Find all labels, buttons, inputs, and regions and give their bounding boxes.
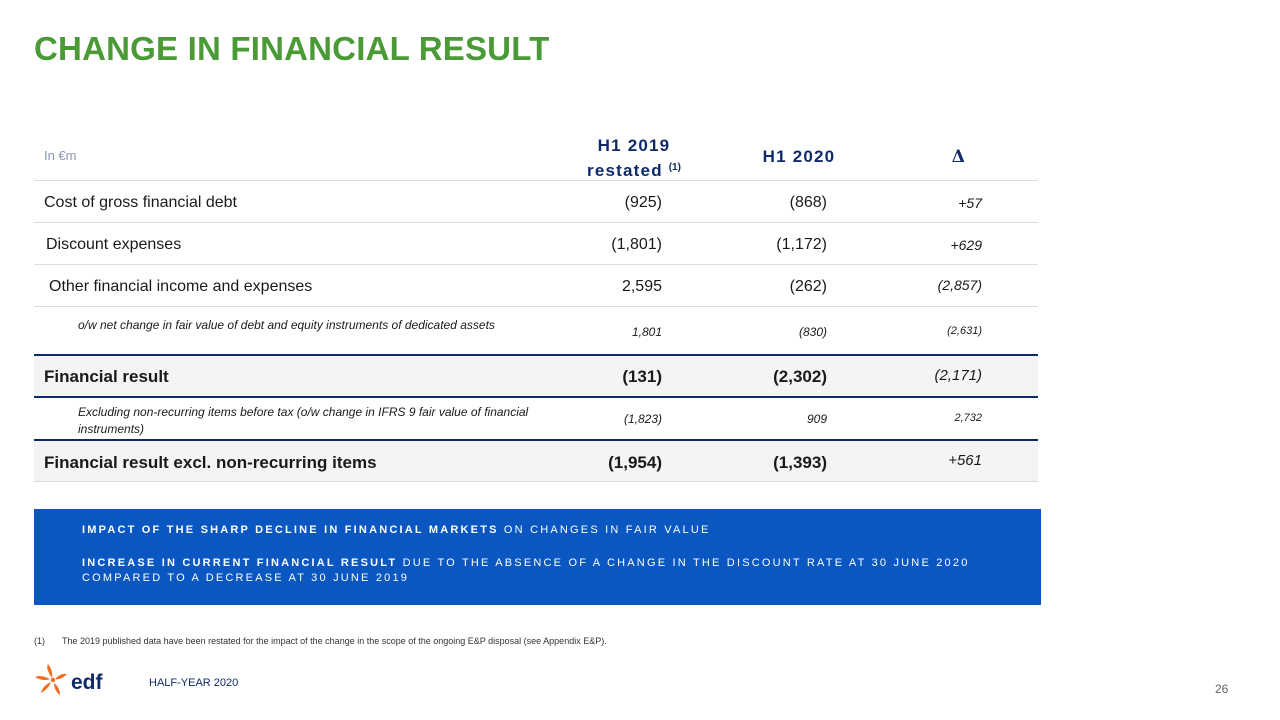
value-h1-2019: (1,823) bbox=[623, 412, 662, 426]
edf-logo bbox=[34, 662, 114, 698]
table-row-total bbox=[34, 354, 1038, 398]
table-row-total bbox=[34, 439, 1038, 482]
value-h1-2020: (2,302) bbox=[773, 367, 827, 386]
value-h1-2019: (925) bbox=[624, 194, 662, 211]
col-header-h1-2020: H1 2020 bbox=[762, 147, 836, 166]
table-header bbox=[34, 130, 1038, 181]
table-row bbox=[34, 265, 1038, 307]
row-label: Other financial income and expenses bbox=[49, 278, 313, 295]
value-h1-2020: 909 bbox=[806, 412, 827, 426]
value-h1-2019: (1,954) bbox=[608, 453, 662, 472]
value-h1-2020: (830) bbox=[798, 325, 827, 339]
svg-text:edf: edf bbox=[71, 671, 103, 694]
value-h1-2019: 2,595 bbox=[621, 278, 662, 295]
row-label: Discount expenses bbox=[46, 236, 182, 253]
value-h1-2020: (262) bbox=[789, 278, 827, 295]
value-h1-2020: (868) bbox=[789, 194, 827, 211]
value-h1-2020: (1,393) bbox=[773, 453, 827, 472]
footnote bbox=[34, 636, 607, 646]
value-delta: (2,171) bbox=[934, 367, 982, 384]
row-label: Excluding non-recurring items before tax (o/w change in IFRS 9 fair value of financial instruments) bbox=[78, 405, 529, 436]
value-delta: +57 bbox=[958, 195, 982, 211]
table-row bbox=[34, 181, 1038, 223]
footnote-ref: (1) bbox=[668, 162, 681, 173]
flame-icon bbox=[35, 664, 67, 695]
value-h1-2019: 1,801 bbox=[631, 325, 662, 339]
page-title: CHANGE IN FINANCIAL RESULT bbox=[34, 30, 550, 67]
value-delta: (2,631) bbox=[947, 325, 982, 337]
row-label: Financial result bbox=[44, 367, 169, 386]
value-h1-2019: (131) bbox=[622, 367, 662, 386]
value-h1-2019: (1,801) bbox=[611, 236, 662, 253]
footnote-text: The 2019 published data have been restated for the impact of the change in the scope of the ongoing E&P disposal (see Appendix E&P). bbox=[62, 636, 607, 646]
takeaway-2: INCREASE IN CURRENT FINANCIAL RESULT DUE TO THE ABSENCE OF A CHANGE IN THE DISCOUNT RATE AT 30 JUNE 2020 COMPARED TO A DECREASE AT 30 JUNE 2019 bbox=[82, 557, 970, 584]
value-h1-2020: (1,172) bbox=[776, 236, 827, 253]
value-delta: +561 bbox=[948, 452, 982, 469]
row-label: Financial result excl. non-recurring items bbox=[44, 453, 377, 472]
footer-label: HALF-YEAR 2020 bbox=[149, 677, 239, 689]
page-number: 26 bbox=[1215, 682, 1229, 696]
financial-result-table bbox=[34, 130, 1038, 482]
table-row bbox=[34, 307, 1038, 354]
value-delta: +629 bbox=[950, 237, 982, 253]
takeaway-1: IMPACT OF THE SHARP DECLINE IN FINANCIAL MARKETS ON CHANGES IN FAIR VALUE bbox=[82, 524, 711, 536]
col-header-delta: Δ bbox=[951, 147, 967, 167]
table-row bbox=[34, 223, 1038, 265]
unit-label: In €m bbox=[44, 148, 77, 163]
footnote-number: (1) bbox=[34, 636, 45, 646]
value-delta: 2,732 bbox=[954, 412, 982, 424]
row-label: Cost of gross financial debt bbox=[44, 194, 237, 211]
col-header-h1-2019: H1 2019 restated $^{(1)}$ bbox=[587, 136, 681, 180]
key-takeaways-banner bbox=[34, 509, 1041, 605]
row-label: o/w net change in fair value of debt and equity instruments of dedicated assets bbox=[78, 318, 495, 332]
value-delta: (2,857) bbox=[937, 277, 982, 293]
table-row bbox=[34, 398, 1038, 439]
